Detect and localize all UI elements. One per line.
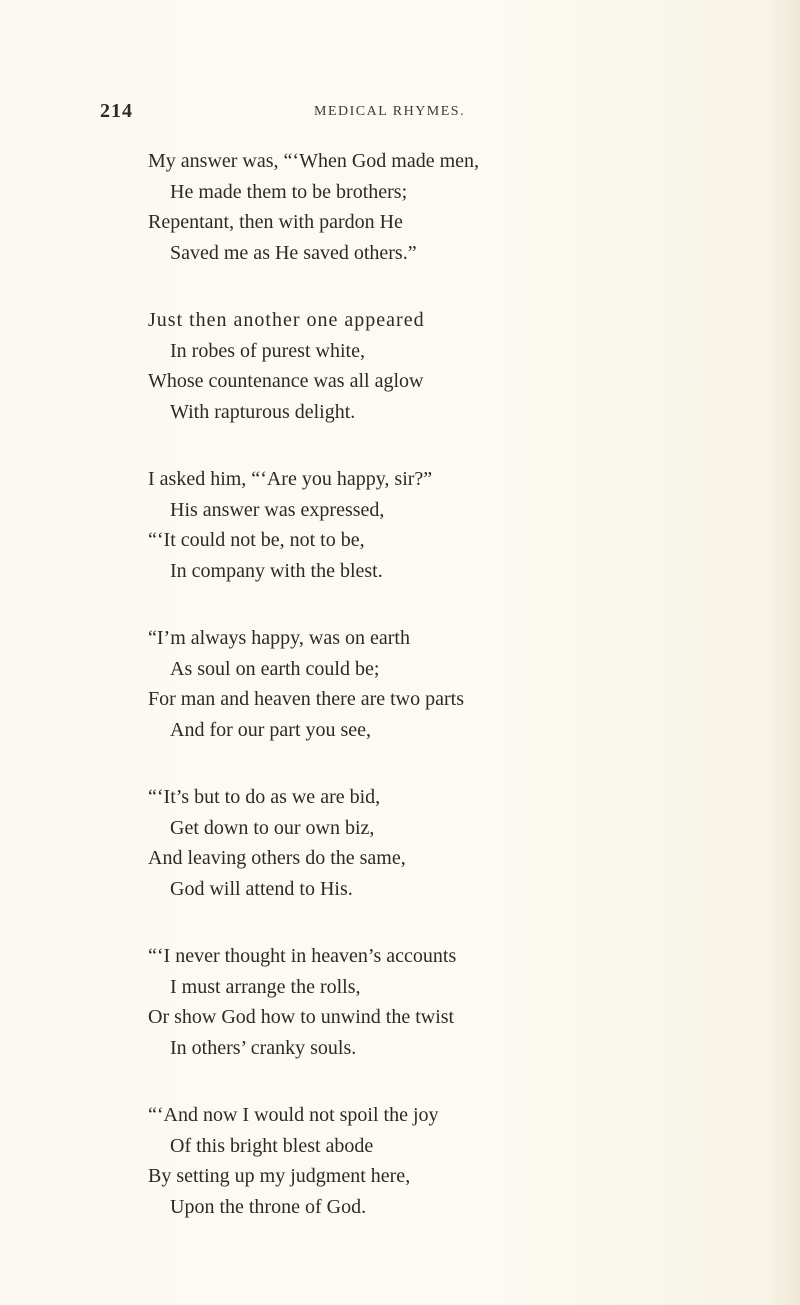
- poem-line: Get down to our own biz,: [170, 816, 375, 839]
- poem-line: Of this bright blest abode: [170, 1134, 374, 1157]
- stanza-5: [148, 782, 748, 904]
- poem-line: By setting up my judgment here,: [148, 1165, 411, 1187]
- running-title: MEDICAL RHYMES.: [314, 104, 466, 119]
- running-head: [100, 100, 720, 130]
- poem-line: “‘I never thought in heaven’s accounts: [148, 945, 457, 967]
- stanza-7: [148, 1100, 748, 1222]
- poem-line: “‘It’s but to do as we are bid,: [148, 786, 381, 808]
- poem-line: Repentant, then with pardon He: [148, 211, 403, 233]
- poem-line: I asked him, “‘Are you happy, sir?”: [148, 468, 433, 490]
- poem: [148, 146, 748, 1259]
- poem-line: In others’ cranky souls.: [170, 1036, 357, 1059]
- stanza-1: [148, 146, 748, 268]
- poem-line: As soul on earth could be;: [170, 657, 380, 680]
- poem-line: In company with the blest.: [170, 559, 383, 582]
- poem-line: And leaving others do the same,: [148, 847, 406, 869]
- poem-line: Just then another one appeared: [148, 309, 425, 331]
- poem-line: I must arrange the rolls,: [170, 975, 361, 998]
- stanza-4: [148, 623, 748, 745]
- poem-line: “‘It could not be, not to be,: [148, 529, 365, 551]
- poem-line: With rapturous delight.: [170, 400, 356, 423]
- stanza-2: [148, 305, 748, 427]
- poem-line: For man and heaven there are two parts: [148, 688, 464, 710]
- stanza-3: [148, 464, 748, 586]
- poem-line: Or show God how to unwind the twist: [148, 1006, 455, 1028]
- poem-line: My answer was, “‘When God made men,: [148, 150, 480, 172]
- poem-line: He made them to be brothers;: [170, 180, 408, 203]
- poem-line: God will attend to His.: [170, 877, 353, 900]
- page-number: 214: [100, 100, 133, 122]
- poem-line: Whose countenance was all aglow: [148, 370, 424, 392]
- poem-line: And for our part you see,: [170, 718, 372, 741]
- poem-line: Upon the throne of God.: [170, 1195, 367, 1218]
- poem-line: Saved me as He saved others.”: [170, 241, 417, 264]
- poem-line: In robes of purest white,: [170, 339, 365, 362]
- poem-line: His answer was expressed,: [170, 498, 385, 521]
- stanza-6: [148, 941, 748, 1063]
- poem-line: “‘And now I would not spoil the joy: [148, 1104, 439, 1126]
- poem-line: “I’m always happy, was on earth: [148, 627, 410, 649]
